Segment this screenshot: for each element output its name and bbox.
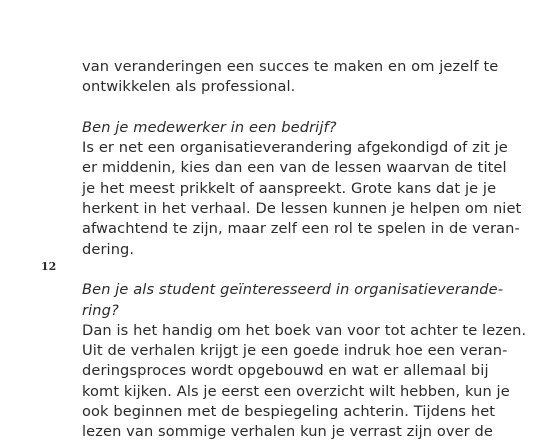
body-text [82, 57, 542, 443]
text-line: deringsproces wordt opgebouwd en wat er allemaal bij [82, 362, 489, 380]
text-line: lezen van sommige verhalen kun je verrast zijn over de [82, 423, 493, 441]
text-line: ontwikkelen als professional. [82, 78, 296, 96]
text-line: Dan is het handig om het boek van voor tot achter te lezen. [82, 321, 527, 339]
text-line: dering. [82, 240, 135, 258]
section-student [82, 280, 542, 442]
text-line: Is er net een organisatieverandering afgekondigd of zit je [82, 139, 508, 157]
page-number: 12 [41, 260, 57, 273]
paragraph-intro-continuation [82, 57, 542, 98]
text-line: afwachtend te zijn, maar zelf een rol te spelen in de veran- [82, 220, 520, 238]
text-line: herkent in het verhaal. De lessen kunnen je helpen om niet [82, 200, 522, 218]
paragraph-spacer [82, 260, 542, 280]
text-line: ook beginnen met de bespiegeling achterin. Tijdens het [82, 403, 496, 421]
section-heading: ring? [82, 301, 119, 319]
section-heading: Ben je medewerker in een bedrijf? [82, 118, 337, 136]
text-line: er middenin, kies dan een van de lessen waarvan de titel [82, 159, 507, 177]
section-employee [82, 118, 542, 260]
text-line: komt kijken. Als je eerst een overzicht wilt hebben, kun je [82, 382, 510, 400]
paragraph-spacer [82, 98, 542, 118]
text-line: van veranderingen een succes te maken en om jezelf te [82, 58, 499, 75]
text-line: Uit de verhalen krijgt je een goede indruk hoe een veran- [82, 342, 508, 360]
text-line: je het meest prikkelt of aanspreekt. Grote kans dat je je [82, 179, 497, 197]
section-heading: Ben je als student geïnteresseerd in organisatieverande- [82, 281, 504, 299]
